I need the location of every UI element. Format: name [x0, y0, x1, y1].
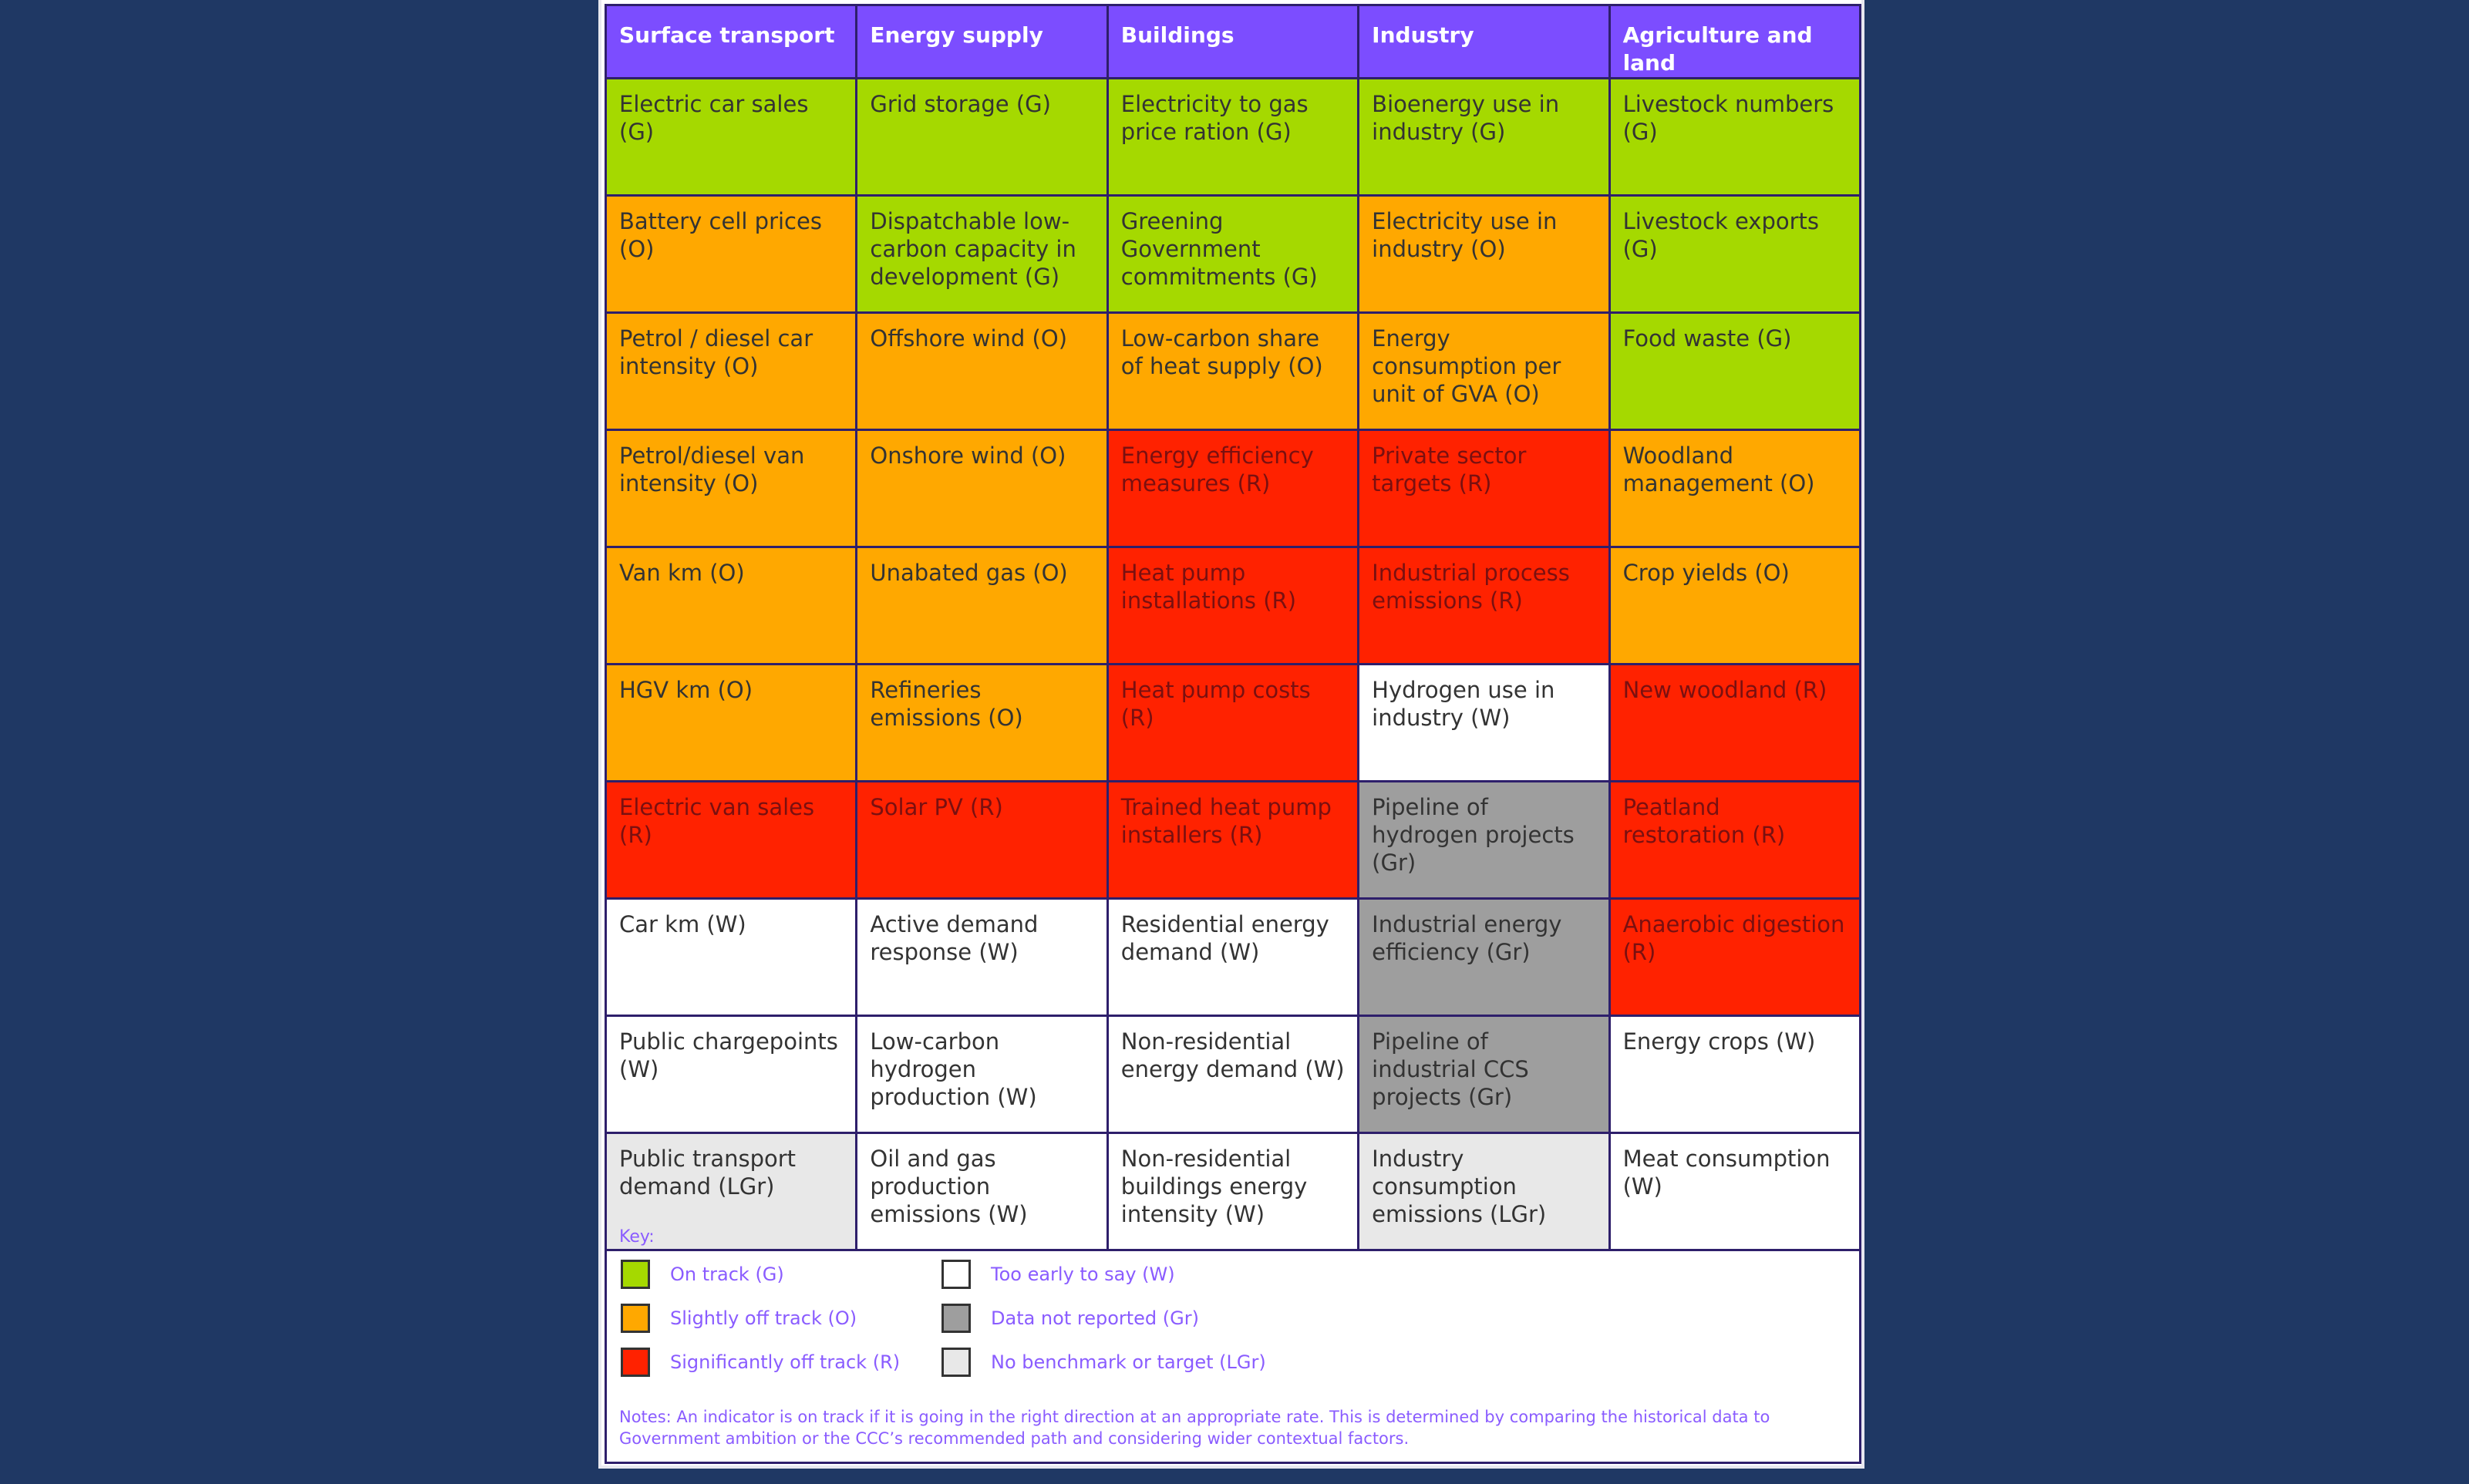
indicator-cell: Unabated gas (O): [857, 547, 1107, 665]
indicator-cell: Offshore wind (O): [857, 313, 1107, 430]
column-header-agriculture-and-land: Agriculture and land: [1609, 5, 1860, 79]
indicator-cell: Residential energy demand (W): [1107, 899, 1358, 1016]
table-row: [606, 665, 1861, 782]
key-item-slightly-off-track: [621, 1304, 857, 1333]
key-item-data-not-reported: [941, 1304, 1199, 1333]
key-label: Too early to say (W): [991, 1264, 1175, 1285]
key-label: Data not reported (Gr): [991, 1307, 1199, 1329]
indicator-cell: Heat pump installations (R): [1107, 547, 1358, 665]
key-label: Significantly off track (R): [670, 1351, 901, 1373]
indicator-cell: Electricity to gas price ration (G): [1107, 79, 1358, 196]
key-label: On track (G): [670, 1264, 784, 1285]
indicator-cell: Hydrogen use in industry (W): [1359, 665, 1609, 782]
table-row: [606, 430, 1861, 547]
indicator-cell: Energy efficiency measures (R): [1107, 430, 1358, 547]
indicator-cell: Industrial energy efficiency (Gr): [1359, 899, 1609, 1016]
indicator-cell: Onshore wind (O): [857, 430, 1107, 547]
indicator-cell: Woodland management (O): [1609, 430, 1860, 547]
table-body: [606, 79, 1861, 1250]
indicator-cell: Greening Government commitments (G): [1107, 196, 1358, 313]
indicator-cell: Car km (W): [606, 899, 857, 1016]
indicator-cell: Dispatchable low-carbon capacity in development (G): [857, 196, 1107, 313]
indicator-cell: Battery cell prices (O): [606, 196, 857, 313]
key-swatch-red: [621, 1348, 650, 1377]
key-item-no-benchmark: [941, 1348, 1266, 1377]
key-swatch-white: [941, 1260, 971, 1289]
table-row: [606, 79, 1861, 196]
indicator-cell: Electric car sales (G): [606, 79, 857, 196]
indicator-cell: Low-carbon hydrogen production (W): [857, 1016, 1107, 1133]
indicator-cell: Meat consumption (W): [1609, 1133, 1860, 1250]
progress-indicator-table: [605, 4, 1861, 1251]
column-header-buildings: Buildings: [1107, 5, 1358, 79]
indicator-cell: Refineries emissions (O): [857, 665, 1107, 782]
indicator-cell: Non-residential energy demand (W): [1107, 1016, 1358, 1133]
indicator-cell: Energy consumption per unit of GVA (O): [1359, 313, 1609, 430]
indicator-cell: Bioenergy use in industry (G): [1359, 79, 1609, 196]
indicator-cell: Heat pump costs (R): [1107, 665, 1358, 782]
key-panel: [605, 1213, 1861, 1464]
table-row: [606, 547, 1861, 665]
indicator-cell: Public transport demand (LGr): [606, 1133, 857, 1250]
column-header-energy-supply: Energy supply: [857, 5, 1107, 79]
indicator-cell: Crop yields (O): [1609, 547, 1860, 665]
indicator-cell: Energy crops (W): [1609, 1016, 1860, 1133]
column-header-industry: Industry: [1359, 5, 1609, 79]
indicator-cell: Pipeline of hydrogen projects (Gr): [1359, 782, 1609, 899]
indicator-cell: Livestock numbers (G): [1609, 79, 1860, 196]
indicator-cell: Public chargepoints (W): [606, 1016, 857, 1133]
key-item-significantly-off-track: [621, 1348, 900, 1377]
indicator-cell: Livestock exports (G): [1609, 196, 1860, 313]
indicator-cell: Low-carbon share of heat supply (O): [1107, 313, 1358, 430]
indicator-cell: Non-residential buildings energy intensity (W): [1107, 1133, 1358, 1250]
indicator-cell: Private sector targets (R): [1359, 430, 1609, 547]
key-label: No benchmark or target (LGr): [991, 1351, 1266, 1373]
indicator-cell: Active demand response (W): [857, 899, 1107, 1016]
indicator-cell: Petrol / diesel car intensity (O): [606, 313, 857, 430]
indicator-cell: HGV km (O): [606, 665, 857, 782]
column-header-surface-transport: Surface transport: [606, 5, 857, 79]
indicator-cell: Van km (O): [606, 547, 857, 665]
indicator-cell: Oil and gas production emissions (W): [857, 1133, 1107, 1250]
indicator-cell: Solar PV (R): [857, 782, 1107, 899]
table-row: [606, 899, 1861, 1016]
indicator-cell: Anaerobic digestion (R): [1609, 899, 1860, 1016]
key-swatch-green: [621, 1260, 650, 1289]
key-label: Slightly off track (O): [670, 1307, 857, 1329]
table-row: [606, 196, 1861, 313]
indicator-cell: Electricity use in industry (O): [1359, 196, 1609, 313]
indicator-cell: New woodland (R): [1609, 665, 1860, 782]
table-row: [606, 313, 1861, 430]
indicator-cell: Industrial process emissions (R): [1359, 547, 1609, 665]
indicator-cell: Trained heat pump installers (R): [1107, 782, 1358, 899]
key-swatch-orange: [621, 1304, 650, 1333]
notes-text: Notes: An indicator is on track if it is going in the right direction at an appropriate rate. This is determined by comparing the historical data to Government ambition or the CCC’s recommended path and considering wider contextual factors.: [619, 1408, 1770, 1448]
indicator-cell: Industry consumption emissions (LGr): [1359, 1133, 1609, 1250]
indicator-cell: Electric van sales (R): [606, 782, 857, 899]
indicator-cell: Pipeline of industrial CCS projects (Gr): [1359, 1016, 1609, 1133]
key-title: Key:: [619, 1227, 655, 1247]
key-item-on-track: [621, 1260, 784, 1289]
key-item-too-early: [941, 1260, 1175, 1289]
table-row: [606, 1016, 1861, 1133]
header-row: [606, 5, 1861, 79]
table-row: [606, 782, 1861, 899]
indicator-cell: Peatland restoration (R): [1609, 782, 1860, 899]
indicator-cell: Grid storage (G): [857, 79, 1107, 196]
indicator-cell: Food waste (G): [1609, 313, 1860, 430]
key-swatch-light-grey: [941, 1348, 971, 1377]
indicator-cell: Petrol/diesel van intensity (O): [606, 430, 857, 547]
key-swatch-grey: [941, 1304, 971, 1333]
